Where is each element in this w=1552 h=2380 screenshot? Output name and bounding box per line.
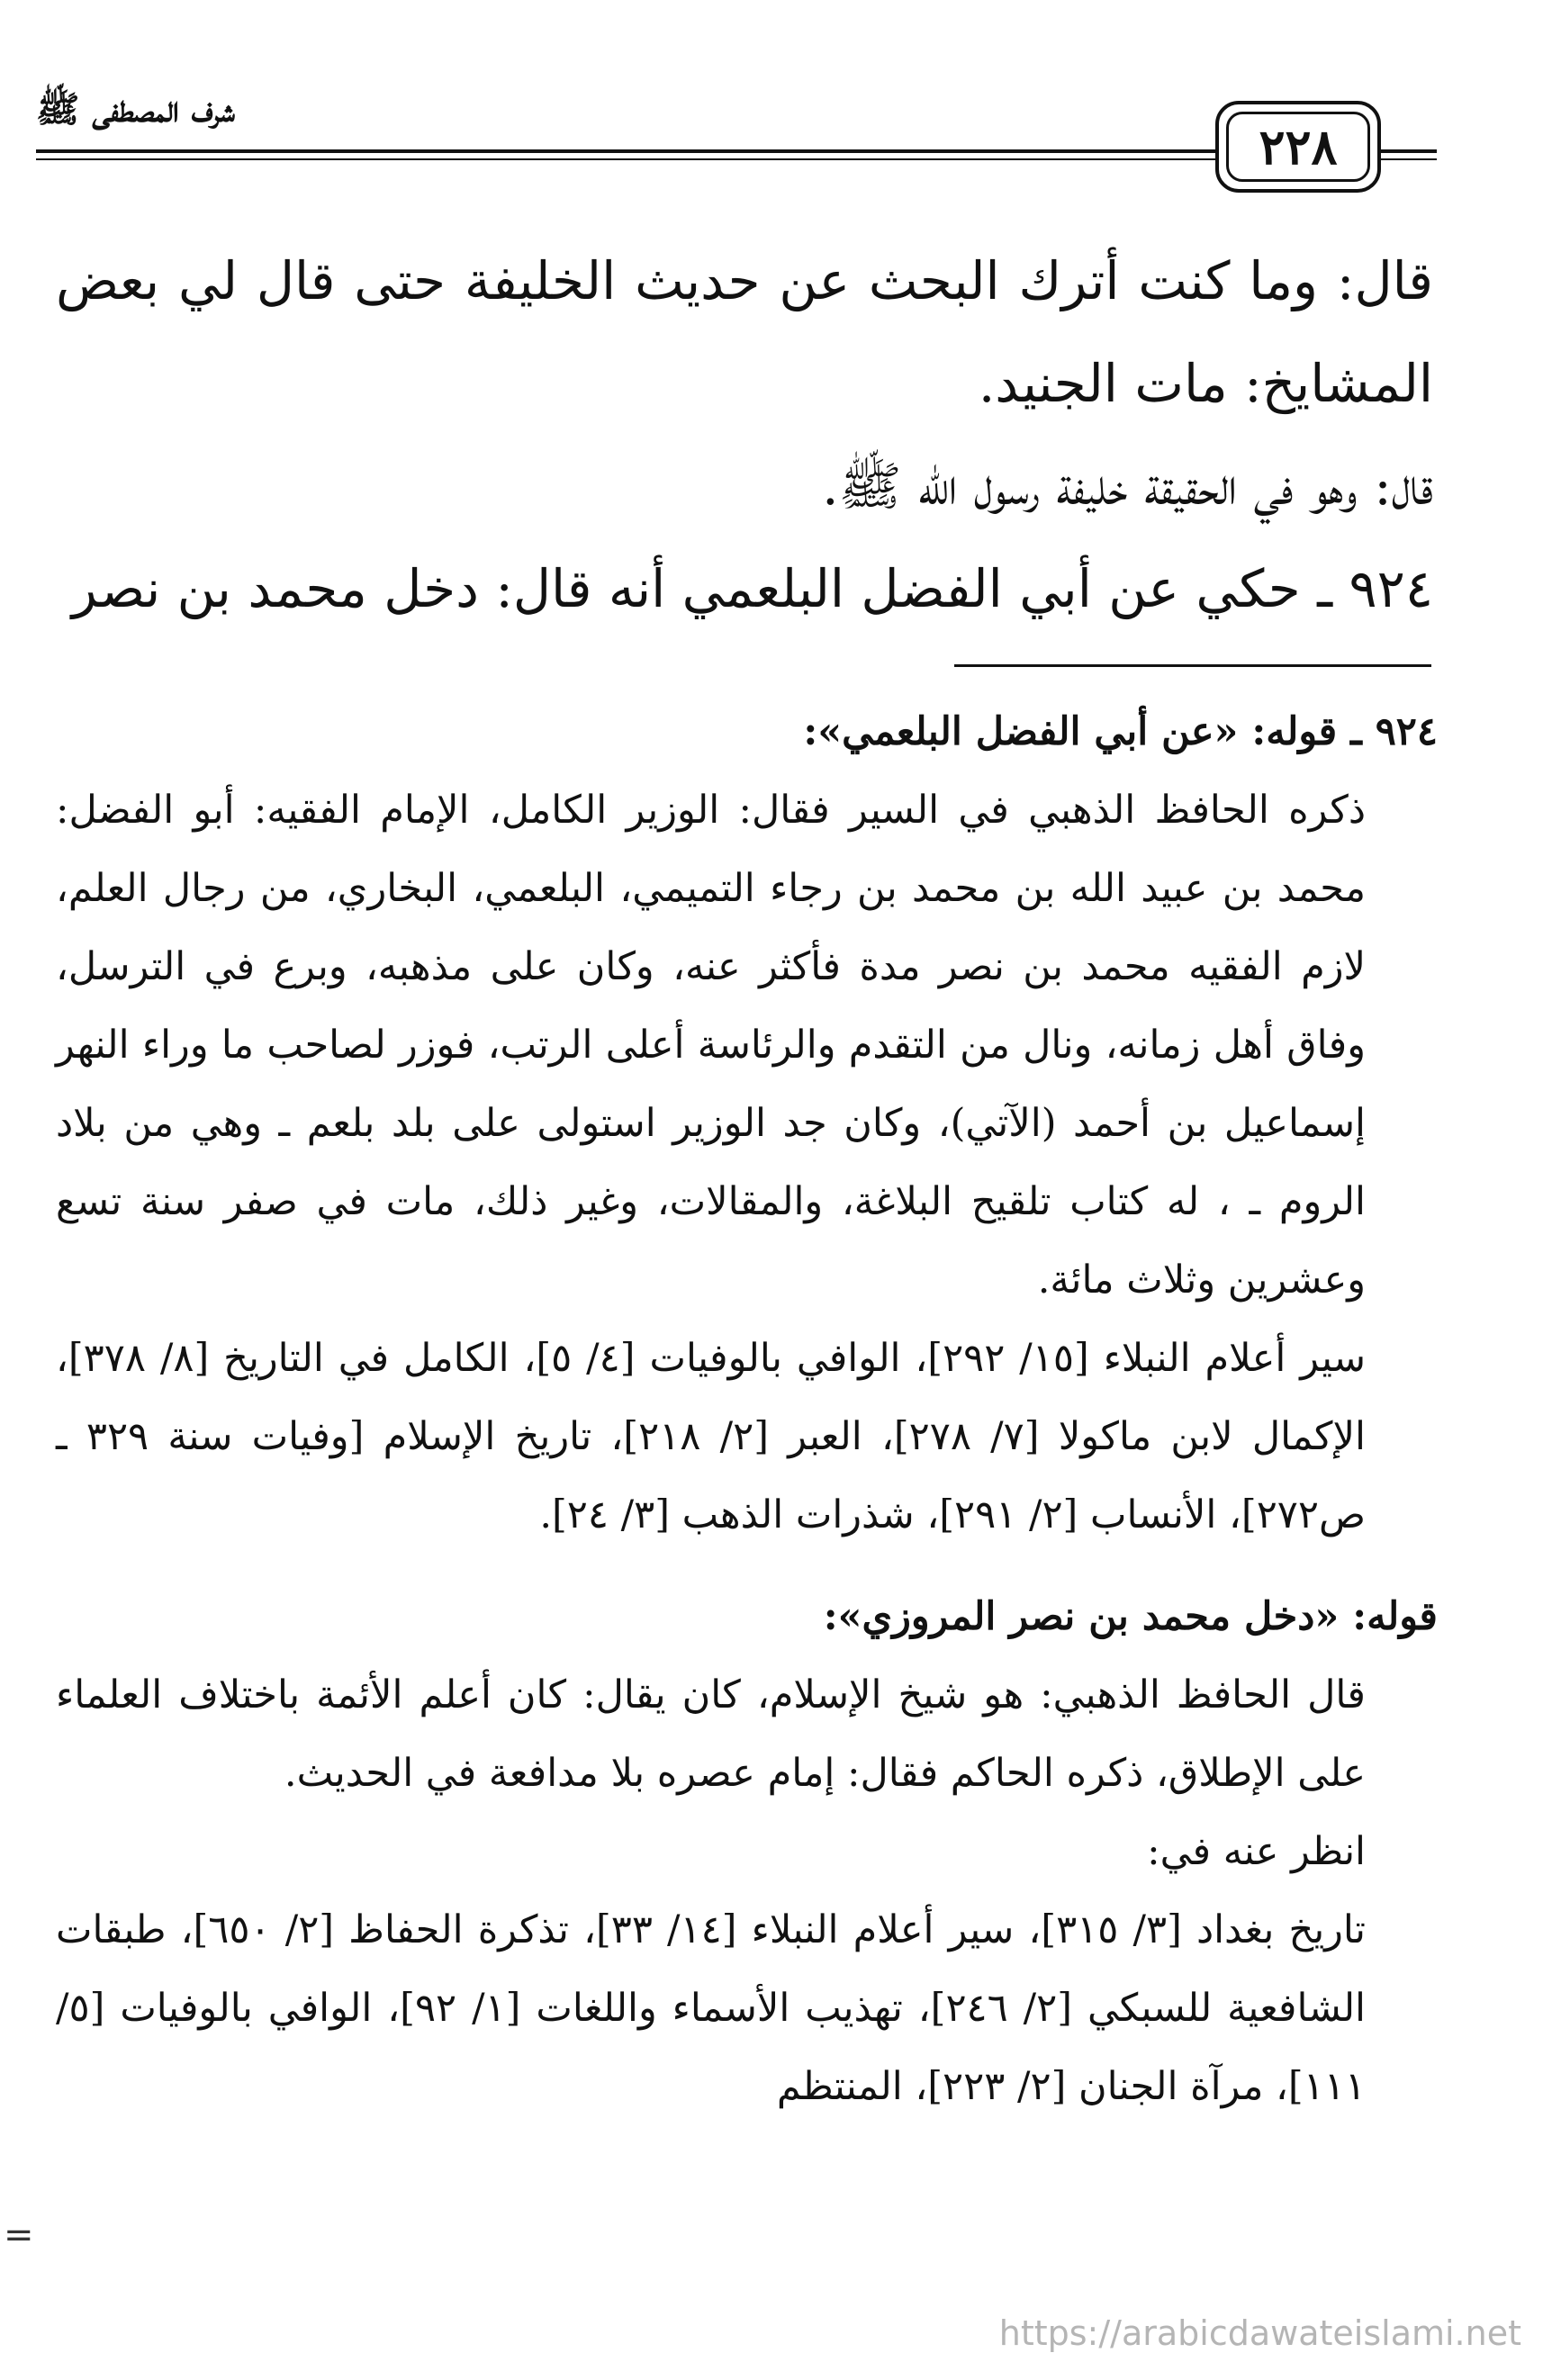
footnote-separator bbox=[954, 664, 1431, 667]
watermark-url: https://arabicdawateislami.net bbox=[998, 2313, 1521, 2353]
page-header bbox=[0, 0, 1552, 207]
header-rule-thin bbox=[36, 158, 1215, 160]
page-number: ٢٢٨ bbox=[1226, 112, 1370, 182]
header-rule-right-thin bbox=[1381, 158, 1437, 160]
footnote-heading: ٩٢٤ ـ قوله: «عن أبي الفضل البلعمي»: bbox=[803, 709, 1438, 754]
footnote-paragraph: انظر عنه في: bbox=[1147, 1829, 1366, 1874]
footnote-references: سير أعلام النبلاء [١٥/ ٢٩٢]، الوافي بالوفيات [٤/ ٥]، الكامل في التاريخ [٨/ ٣٧٨]، الإكمال لابن ماكولا [٧/ ٢٧٨]، العبر [٢/ ٢١٨]، تاريخ الإسلام [وفيات سنة ٣٢٩ ـ ص٢٧٢]، الأنساب [٢/ ٢٩١]، شذرات الذهب [٣/ ٢٤]. bbox=[56, 1336, 1367, 1537]
footnotes bbox=[56, 693, 1438, 2126]
main-paragraph: قال: وهو في الحقيقة خليفة رسول الله ﷺ. bbox=[822, 455, 1433, 517]
footnote-paragraph: ذكره الحافظ الذهبي في السير فقال: الوزير الكامل، الإمام الفقيه: أبو الفضل: محمد بن عبيد الله بن محمد بن رجاء التميمي، البلعمي، البخاري، من رجال العلم، لازم الفقيه محمد بن نصر مدة فأكثر عنه، وكان على مذهبه، وبرع في الترسل، وفاق أهل زمانه، ونال من التقدم والرئاسة أعلى الرتب، فوزر لصاحب ما وراء النهر إسماعيل بن أحمد (الآتي)، وكان جد الوزير استولى على بلد بلعم ـ وهي من بلاد الروم ـ ، له كتاب تلقيح البلاغة، والمقالات، وغير ذلك، مات في صفر سنة تسع وعشرين وثلاث مائة. bbox=[56, 788, 1366, 1303]
footnote-references: تاريخ بغداد [٣/ ٣١٥]، سير أعلام النبلاء [١٤/ ٣٣]، تذكرة الحفاظ [٢/ ٦٥٠]، طبقات الشافعية للسبكي [٢/ ٢٤٦]، تهذيب الأسماء واللغات [١/ ٩٢]، الوافي بالوفيات [٥/ ١١١]، مرآة الجنان [٢/ ٢٢٣]، المنتظم bbox=[56, 1907, 1366, 2109]
page-number-frame bbox=[1215, 101, 1381, 193]
main-paragraph: ٩٢٤ ـ حكي عن أبي الفضل البلعمي أنه قال: دخل محمد بن نصر bbox=[71, 558, 1433, 619]
main-text bbox=[56, 230, 1433, 640]
header-rule-thick bbox=[36, 149, 1215, 153]
continuation-mark: = bbox=[4, 2214, 34, 2256]
main-paragraph: قال: وما كنت أترك البحث عن حديث الخليفة حتى قال لي بعض المشايخ: مات الجنيد. bbox=[56, 250, 1433, 414]
footnote-paragraph: قال الحافظ الذهبي: هو شيخ الإسلام، كان يقال: كان أعلم الأئمة باختلاف العلماء على الإطلاق، ذكره الحاكم فقال: إمام عصره بلا مدافعة في الحديث. bbox=[56, 1672, 1366, 1796]
header-rule-right-thick bbox=[1381, 149, 1437, 153]
running-title: شرف المصطفى ﷺ bbox=[36, 88, 235, 131]
footnote-heading: قوله: «دخل محمد بن نصر المروزي»: bbox=[823, 1594, 1438, 1639]
